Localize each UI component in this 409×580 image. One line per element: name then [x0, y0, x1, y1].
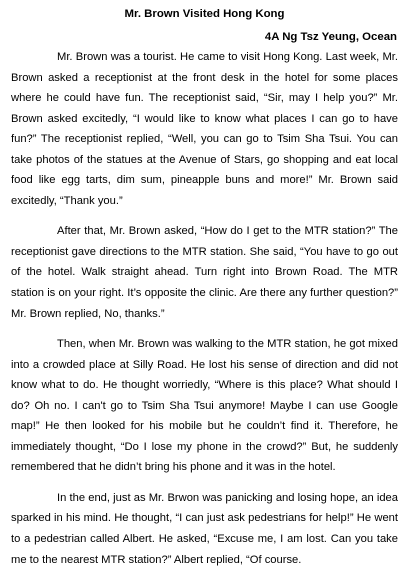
author-byline: 4A Ng Tsz Yeung, Ocean: [264, 31, 397, 43]
paragraph-1: Mr. Brown was a tourist. He came to visit Hong Kong. Last week, Mr. Brown asked a receptionist at the front desk in the hotel for some places where he could have fun. The receptionist said, “Sir, may I help you?” Mr. Brown asked excitedly, “I would like to know what places I can go to have fun?” The receptionist replied, “Well, you can go to Tsim Sha Tsui. You can take photos of the statues at the Avenue of Stars, go shopping and eat local food like egg tarts, dim sum, pineapple buns and more!” Mr. Brown said excitedly, “Thank you.”: [11, 51, 398, 207]
paragraph-3: Then, when Mr. Brown was walking to the MTR station, he got mixed into a crowded place at Silly Road. He lost his sense of direction and did not know what to do. He thought worriedly, “Where is this place? What should I do? Oh no. I can't go to Tsim Sha Tsui anymore! Maybe I can use Google map!” He then looked for his mobile but he couldn’t find it. Therefore, he immediately thought, “Do I lose my phone in the crowd?” But, he suddenly remembered that he didn’t bring his phone and it was in the hotel.: [11, 338, 398, 474]
paragraph-4: In the end, just as Mr. Brwon was panicking and losing hope, an idea sparked in his mind. He thought, “I can just ask pedestrians for help!” He went to a pedestrian called Albert. He asked, “Excuse me, I am lost. Can you take me to the nearest MTR station?” Albert replied, “Of course.: [11, 491, 398, 566]
paragraph-2: After that, Mr. Brown asked, “How do I get to the MTR station?” The receptionist gave directions to the MTR station. She said, “You have to go out of the hotel. Walk straight ahead. Turn right into Brown Road. The MTR station is on your right. It’s opposite the clinic. Are there any further question?” Mr. Brown replied, No, thanks.”: [11, 225, 398, 320]
document-page: [11, 4, 398, 580]
document-title: Mr. Brown Visited Hong Kong: [124, 8, 285, 20]
